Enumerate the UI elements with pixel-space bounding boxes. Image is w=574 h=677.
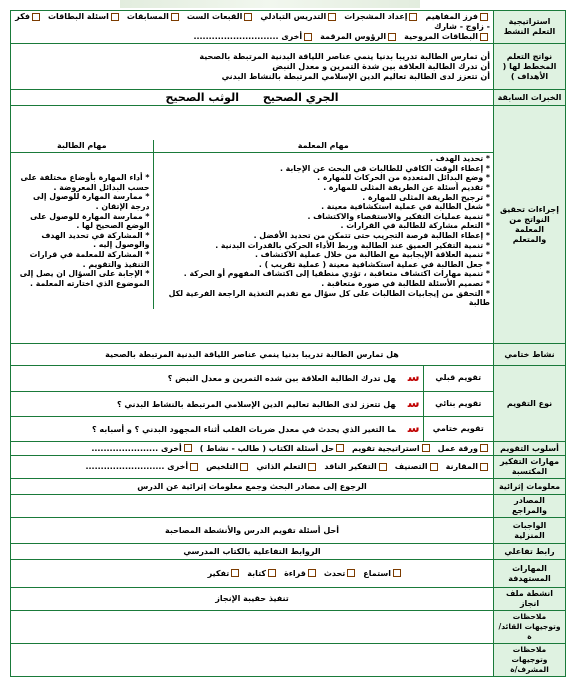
- row-supervisor-notes: [11, 644, 566, 677]
- skill-option-1: استماع: [363, 568, 391, 578]
- eval-style-option-2: استراتيجية تقويم: [351, 443, 420, 453]
- procedures-content: [11, 106, 494, 344]
- row-homework: [11, 518, 566, 544]
- thinking-option-5: التلخيص: [206, 462, 239, 471]
- evaluation-question: [11, 366, 423, 391]
- student-task-item: * ممارسة المهارة للوصول على الوضع الصحيح لها .: [30, 211, 150, 231]
- procedures-label: إجراءات تحقيق النواتج من المعلمة والمتعلم: [494, 106, 566, 344]
- thinking-checkbox-3[interactable]: [379, 463, 387, 471]
- skill-option-4: كتابة: [247, 568, 267, 578]
- homework-label: الواجبات المنزلية: [494, 518, 566, 544]
- teacher-task-item: * تقديم أسئلة عن الطريقة المثلى للمهارة .: [323, 183, 490, 193]
- link-text: الروابط التفاعلية بالكتاب المدرسي: [11, 544, 494, 560]
- strategy-checkbox-7[interactable]: [32, 13, 40, 21]
- strategy-extra-option-1: البطاقات المروحية: [404, 32, 478, 41]
- teacher-task-item: * تنمية العلاقة الإيجابية مع الطالبة من خلال عملية الاكتشاف .: [254, 250, 490, 260]
- thinking-label: مهارات التفكير المكتسبة: [494, 456, 566, 479]
- header-banner: [120, 0, 420, 8]
- evaluation-label: نوع التقويم: [494, 366, 566, 442]
- teacher-task-item: * ترجيح الطريقة المثلى للمهارة .: [362, 192, 490, 202]
- thinking-checkbox-2[interactable]: [430, 463, 438, 471]
- eval-style-option-3: حل أسئلة الكتاب ( طالب - نشاط ): [199, 443, 334, 453]
- student-task-item: * أداء المهارة بأوضاع مختلفة على حسب البدائل المعروضة .: [20, 173, 150, 192]
- question-text: ما التغير الذي يحدث في معدل ضربات القلب أثناء المجهود البدني ؟ و أسبابه ؟: [91, 424, 396, 434]
- leader-notes-text[interactable]: [11, 611, 494, 644]
- homework-text: أحل أسئلة تقويم الدرس والأنشطة المصاحبة: [11, 518, 494, 544]
- teacher-task-item: * تصميم الأسئلة للطالبة في صورة متعاقبة .: [321, 278, 490, 288]
- skills-label: المهارات المستهدفة: [494, 560, 566, 588]
- strategy-option-7: فكر - زاوج - شارك: [15, 12, 490, 31]
- prior-content: [11, 90, 494, 106]
- row-outcomes: [11, 44, 566, 90]
- eval-style-options: [11, 442, 494, 456]
- evaluation-type: تقويم بنائي: [423, 391, 493, 416]
- eval-style-checkbox-2[interactable]: [422, 444, 430, 452]
- teacher-task-item: * التعلم مشاركة للطالبة في القرارات .: [340, 221, 490, 231]
- eval-style-checkbox-3[interactable]: [336, 444, 344, 452]
- strategy-checkbox-5[interactable]: [171, 13, 179, 21]
- skill-checkbox-5[interactable]: [231, 569, 239, 577]
- skill-checkbox-4[interactable]: [268, 569, 276, 577]
- eval-style-label: أسلوب التقويم: [494, 442, 566, 456]
- student-task-item: * ممارسة المهارة للوصول إلى درجة الإتقان .: [33, 192, 150, 212]
- strategy-extra-checkbox-2[interactable]: [388, 33, 396, 41]
- row-eval-style: [11, 442, 566, 456]
- prior-item-1: الجري الصحيح: [262, 90, 339, 104]
- row-procedures: [11, 106, 566, 344]
- strategy-checkbox-4[interactable]: [244, 13, 252, 21]
- sources-text: [11, 495, 494, 518]
- prior-item-2: الوثب الصحيح: [165, 90, 239, 104]
- strategy-option-2: إعداد المشجرات: [344, 12, 408, 21]
- teacher-task-item: * تنمية التفكير العميق عند الطالبة وربط الأداء الحركي بالقدرات البدنية .: [215, 240, 490, 250]
- skill-option-2: تحدث: [323, 568, 346, 578]
- row-thinking: [11, 456, 566, 479]
- outcome-3: أن تتعزز لدى الطالبة تعاليم الدين الإسلامي المرتبطة بالنشاط البدني: [221, 71, 490, 81]
- evaluation-type: تقويم ختامي: [423, 416, 493, 441]
- enrichment-text: الرجوع إلى مصادر البحث وجمع معلومات إثرائية عن الدرس: [11, 479, 494, 495]
- skill-checkbox-3[interactable]: [308, 569, 316, 577]
- evaluation-type: تقويم قبلي: [423, 366, 493, 391]
- strategy-option-3: التدريس التبادلي: [260, 12, 327, 21]
- teacher-task-item: * جعل الطالبة في عملية استكشافية معينة ( عملية تقريب ) .: [258, 259, 490, 269]
- student-tasks-header: مهام الطالبة: [11, 140, 153, 153]
- row-link: [11, 544, 566, 560]
- question-mark-label: س: [407, 395, 420, 410]
- thinking-option-3: التفكير الناقد: [324, 462, 377, 471]
- strategies-label: استراتيجية التعلم النشط: [494, 11, 566, 44]
- teacher-tasks: [153, 153, 493, 309]
- row-skills: [11, 560, 566, 588]
- skill-option-3: قراءة: [284, 568, 306, 578]
- row-leader-notes: [11, 611, 566, 644]
- leader-notes-label: ملاحظات وتوجيهات القائد/ة: [494, 611, 566, 644]
- skills-options: [11, 560, 494, 588]
- teacher-task-item: * تحديد الهدف .: [430, 154, 490, 164]
- question-mark-label: س: [407, 370, 420, 385]
- evaluation-row: [11, 391, 493, 416]
- prior-label: الخبرات السابقة: [494, 90, 566, 106]
- thinking-option-2: التصنيف: [394, 462, 428, 471]
- teacher-task-item: * التحقق من إيجابيات الطالبات على كل سؤال مع تقديم التغذية الراجعة الفرعية لكل طالبة: [168, 288, 490, 308]
- thinking-option-1: المقارنة: [445, 462, 478, 471]
- portfolio-text: تنفيذ حقيبة الإنجاز: [11, 588, 494, 611]
- question-text: هل تدرك الطالبة العلاقة بين شده التمرين و معدل النبض ؟: [167, 374, 396, 384]
- teacher-task-item: * تنمية عمليات التفكير والاستقصاء والاكتشاف .: [307, 211, 490, 221]
- strategy-option-1: فرز المفاهيم: [425, 12, 478, 21]
- lesson-plan: [10, 10, 566, 677]
- thinking-option-4: التعلم الذاتي: [256, 462, 307, 471]
- lesson-plan-table: [10, 10, 566, 677]
- eval-style-option-1: ورقة عمل: [437, 443, 478, 453]
- row-prior: [11, 90, 566, 106]
- strategy-checkbox-6[interactable]: [111, 13, 119, 21]
- outcomes-label: نواتج التعلم المخطط لها ( الأهداف ): [494, 44, 566, 90]
- evaluation-row: [11, 366, 493, 391]
- eval-style-checkbox-4[interactable]: [184, 444, 192, 452]
- row-sources: [11, 495, 566, 518]
- strategy-extra-option-3: أخرى ............................: [193, 32, 303, 41]
- skill-option-5: تفكير: [207, 568, 230, 578]
- thinking-options: [11, 456, 494, 479]
- thinking-checkbox-6[interactable]: [190, 463, 198, 471]
- question-mark-label: س: [407, 420, 420, 435]
- skill-checkbox-1[interactable]: [393, 569, 401, 577]
- thinking-checkbox-5[interactable]: [240, 463, 248, 471]
- student-task-item: * المشاركة في تحديد الهدف والوصول إليه .: [41, 230, 150, 250]
- teacher-task-item: * وضع البدائل المتعددة من الحركات للمهارة .: [317, 173, 490, 183]
- supervisor-notes-label: ملاحظات وتوجيهات المشرف/ة: [494, 644, 566, 677]
- outcome-1: أن تمارس الطالبة تدريبا بدنيا ينمي عناصر اللياقة البدنية المرتبطة بالصحية: [199, 51, 490, 61]
- outcome-2: أن تدرك الطالبة العلاقة بين شدة التمرين و معدل النبض: [272, 61, 490, 71]
- row-strategies: [11, 11, 566, 44]
- question-text: هل تتعزز لدى الطالبة تعاليم الدين الإسلامي المرتبطة بالنشاط البدني ؟: [117, 399, 396, 409]
- strategy-extra-checkbox-3[interactable]: [304, 33, 312, 41]
- strategy-option-5: المسابقات: [126, 12, 169, 21]
- strategy-extra-option-2: الرؤوس المرقمة: [320, 32, 387, 41]
- evaluation-content: [11, 366, 494, 442]
- sources-label: المصادر والمراجع: [494, 495, 566, 518]
- teacher-task-item: * إعطاء الوقت الكافي للطالبات في البحث عن الإجابة .: [279, 163, 490, 173]
- strategy-checkbox-2[interactable]: [409, 13, 417, 21]
- evaluation-row: [11, 416, 493, 441]
- thinking-option-6: أخرى ..........................: [85, 462, 189, 471]
- supervisor-notes-text[interactable]: [11, 644, 494, 677]
- strategy-checkbox-1[interactable]: [480, 13, 488, 21]
- closing-label: نشاط ختامي: [494, 344, 566, 366]
- evaluation-question: [11, 391, 423, 416]
- student-tasks: [11, 153, 153, 309]
- strategies-options: [11, 11, 494, 44]
- strategy-extra-checkbox-1[interactable]: [480, 33, 488, 41]
- enrichment-label: معلومات إثرائية: [494, 479, 566, 495]
- eval-style-checkbox-1[interactable]: [480, 444, 488, 452]
- teacher-tasks-header: مهام المعلمة: [153, 140, 493, 153]
- teacher-task-item: * إعطاء الطالبة فرصة التجريب حتى تتمكن من تحديد الأفضل .: [253, 231, 490, 240]
- student-task-item: * المشاركة للمعلمة في قرارات التنفيذ والتقويم .: [29, 250, 150, 269]
- teacher-task-item: * شغل الطالبة في عملية استكشافية معينة .: [321, 202, 490, 212]
- skill-checkbox-2[interactable]: [347, 569, 355, 577]
- student-task-item: * الإجابة على السؤال ان يصل إلى الموضوع الذي اختارته المعلمة .: [19, 269, 150, 288]
- eval-style-option-4: أخرى ......................: [91, 443, 182, 453]
- evaluation-question: [11, 416, 423, 441]
- thinking-checkbox-1[interactable]: [480, 463, 488, 471]
- thinking-checkbox-4[interactable]: [308, 463, 316, 471]
- closing-text: هل تمارس الطالبة تدريبا بدنيا ينمي عناصر اللياقة البدنية المرتبطة بالصحية: [11, 344, 494, 366]
- strategy-checkbox-3[interactable]: [328, 13, 336, 21]
- link-label: رابط تفاعلي: [494, 544, 566, 560]
- strategy-option-4: القبعات الست: [186, 12, 243, 21]
- row-closing: [11, 344, 566, 366]
- portfolio-label: انشطة ملف انجاز: [494, 588, 566, 611]
- strategy-option-6: اسئلة البطاقات: [47, 12, 109, 21]
- row-evaluation: [11, 366, 566, 442]
- teacher-task-item: * تنمية مهارات اكتشاف متعاقبة ، تؤدي منطقيا إلى اكتشاف المفهوم أو الحركة .: [183, 269, 490, 279]
- outcomes-content: [11, 44, 494, 90]
- row-enrichment: [11, 479, 566, 495]
